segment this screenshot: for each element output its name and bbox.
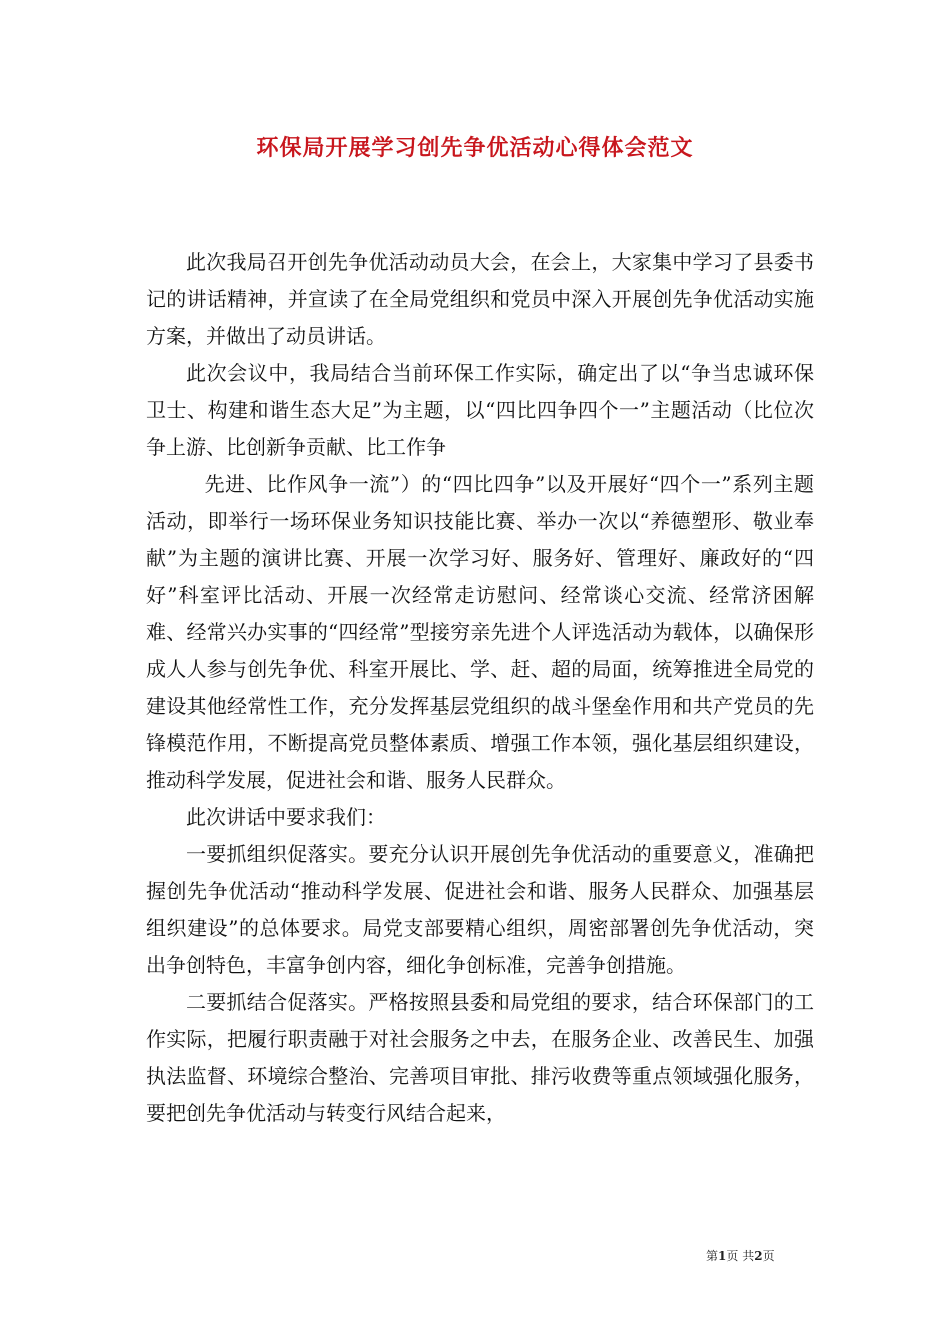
paragraph-2: 此次会议中，我局结合当前环保工作实际，确定出了以“争当忠诚环保卫士、构建和谐生态大足”为主题，以“四比四争四个一”主题活动（比位次争上游、比创新争贡献、比工作争 bbox=[146, 361, 814, 459]
paragraph-1: 此次我局召开创先争优活动动员大会，在会上，大家集中学习了县委书记的讲话精神，并宣读了在全局党组织和党员中深入开展创先争优活动实施方案，并做出了动员讲话。 bbox=[146, 250, 814, 348]
footer-total-pages: 2 bbox=[754, 1249, 763, 1263]
document-title: 环保局开展学习创先争优活动心得体会范文 bbox=[256, 135, 694, 161]
footer-page-number: 1 bbox=[718, 1249, 727, 1263]
paragraph-3 bbox=[146, 466, 814, 799]
paragraph-6: 二要抓结合促落实。严格按照县委和局党组的要求，结合环保部门的工作实际，把履行职责融于对社会服务之中去，在服务企业、改善民生、加强执法监督、环境综合整治、完善项目审批、排污收费等重点领域强化服务，要把创先争优活动与转变行风结合起来， bbox=[146, 990, 814, 1125]
page-footer bbox=[706, 1247, 775, 1264]
document-body bbox=[146, 244, 814, 1132]
paragraph-4: 此次讲话中要求我们： bbox=[186, 805, 386, 829]
footer-suffix: 页 bbox=[762, 1249, 775, 1263]
footer-middle: 页 共 bbox=[726, 1249, 755, 1263]
paragraph-5: 一要抓组织促落实。要充分认识开展创先争优活动的重要意义，准确把握创先争优活动“推动科学发展、促进社会和谐、服务人民群众、加强基层组织建设”的总体要求。局党支部要精心组织，周密部署创先争优活动，突出争创特色，丰富争创内容，细化争创标准，完善争创措施。 bbox=[146, 842, 814, 977]
footer-prefix: 第 bbox=[706, 1249, 719, 1263]
paragraph-3-text: 先进、比作风争一流”）的“四比四争”以及开展好“四个一”系列主题活动，即举行一场环保业务知识技能比赛、举办一次以“养德塑形、敬业奉献”为主题的演讲比赛、开展一次学习好、服务好、管理好、廉政好的“四好”科室评比活动、开展一次经常走访慰问、经常谈心交流、经常济困解难、经常兴办实事的“四经常”型接穷亲先进个人评选活动为载体，以确保形成人人参与创先争优、科室开展比、学、赶、超的局面，统筹推进全局党的建设其他经常性工作，充分发挥基层党组织的战斗堡垒作用和共产党员的先锋模范作用，不断提高党员整体素质、增强工作本领，强化基层组织建设，推动科学发展，促进社会和谐、服务人民群众。 bbox=[146, 472, 814, 792]
